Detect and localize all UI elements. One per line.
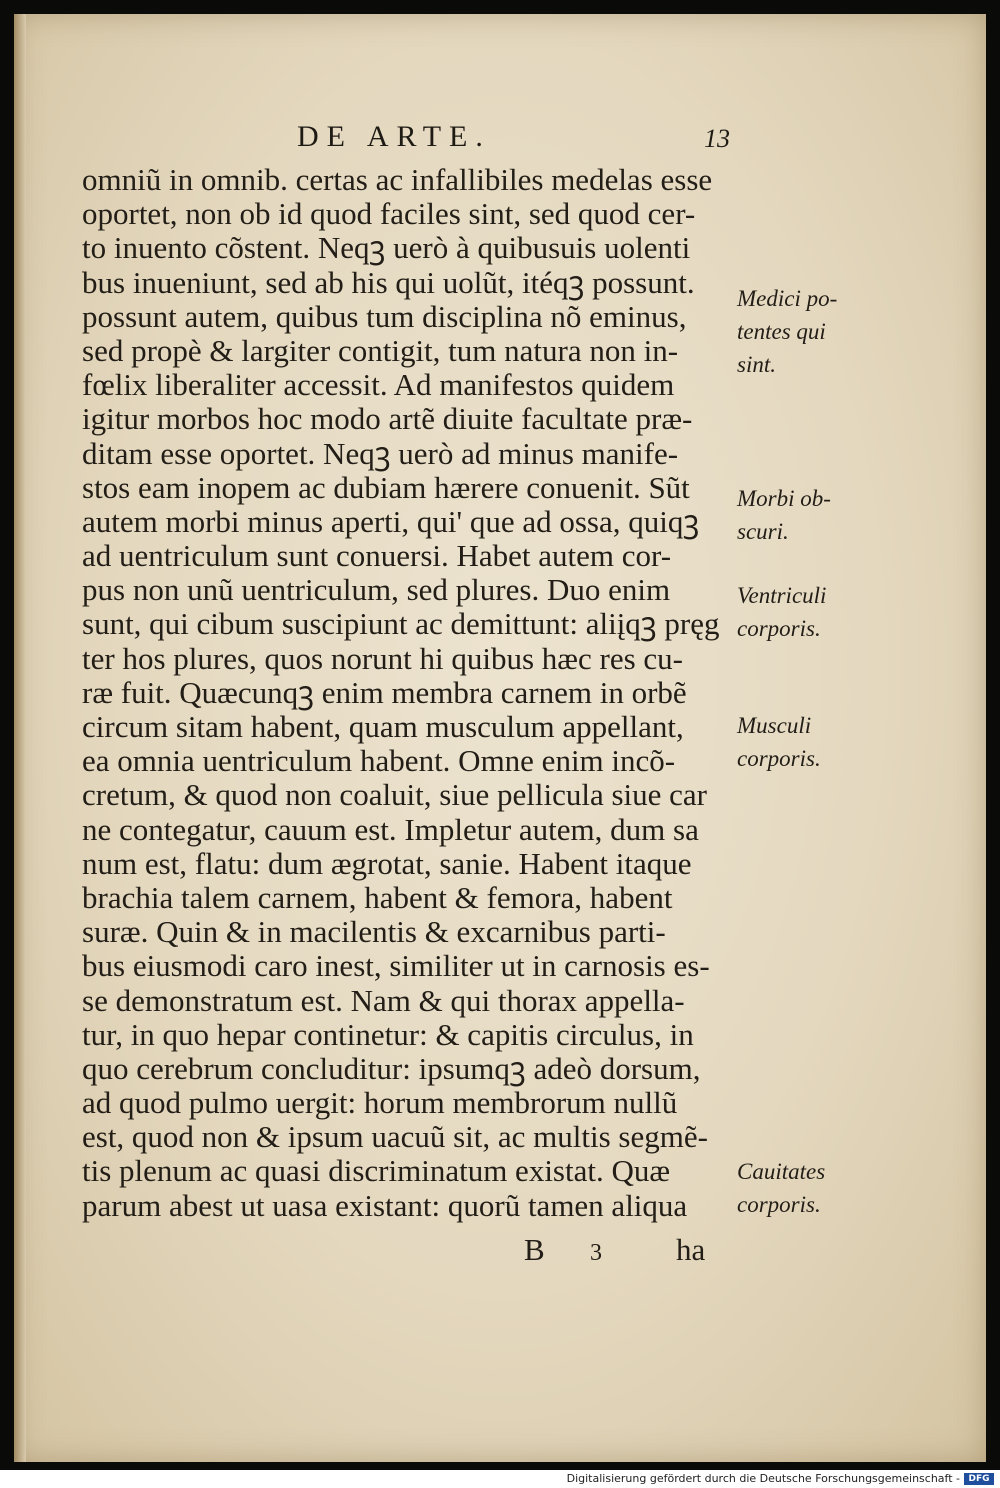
running-head: DE ARTE.: [297, 120, 491, 153]
text-line: to inuento cõstent. Neqꝫ uerò à quibusuis uolenti: [82, 230, 691, 266]
text-line: parum abest ut uasa existant: quorũ tamen aliqua: [82, 1187, 688, 1223]
text-line: omniũ in omnib. certas ac infallibiles medelas esse: [82, 162, 713, 197]
text-line: oportet, non ob id quod faciles sint, sed quod cer-: [82, 196, 696, 232]
note-line: scuri.: [737, 519, 789, 544]
text-line: sunt, qui cibum suscipiunt ac demittunt: aliįqꝫ pręg: [82, 606, 720, 642]
text-line: ditam esse oportet. Neqꝫ uerò ad minus manife-: [82, 435, 679, 471]
text-line: ad uentriculum sunt conuersi. Habet autem cor-: [82, 538, 672, 574]
text-line: tur, in quo hepar continetur: & capitis circulus, in: [82, 1016, 694, 1052]
note-line: corporis.: [737, 616, 821, 641]
note-line: corporis.: [737, 746, 821, 771]
text-line: quo cerebrum concluditur: ipsumqꝫ adeò dorsum,: [82, 1050, 701, 1086]
note-line: Cauitates: [737, 1159, 826, 1184]
text-line: suræ. Quin & in macilentis & excarnibus parti-: [82, 914, 666, 950]
text-line: autem morbi minus aperti, qui' que ad ossa, quiqꝫ: [82, 503, 700, 539]
note-line: corporis.: [737, 1192, 821, 1217]
marginal-note: [737, 282, 837, 381]
note-line: sint.: [737, 352, 776, 377]
dfg-logo: DFG: [964, 1473, 994, 1485]
marginal-note: [737, 579, 826, 645]
text-line: brachia talem carnem, habent & femora, habent: [82, 879, 673, 915]
marginal-note: [737, 1155, 825, 1221]
signature-number: 3: [590, 1240, 602, 1266]
note-line: Ventriculi: [737, 583, 827, 608]
marginal-note: [737, 482, 831, 548]
marginal-note: [737, 709, 821, 775]
note-line: Musculi: [737, 713, 812, 738]
text-line: sed propè & largiter contigit, tum natura non in-: [82, 332, 679, 368]
text-line: cretum, & quod non coaluit, siue pellicula siue car: [82, 777, 707, 813]
text-line: ad quod pulmo uergit: horum membrorum nullũ: [82, 1085, 678, 1121]
text-line: ter hos plures, quos norunt hi quibus hæc res cu-: [82, 640, 683, 676]
body-text: [82, 163, 732, 1223]
text-line: pus non unũ uentriculum, sed plures. Duo enim: [82, 572, 671, 608]
text-line: ea omnia uentriculum habent. Omne enim incõ-: [82, 743, 676, 779]
note-line: Medici po-: [737, 286, 838, 311]
text-line: circum sitam habent, quam musculum appellant,: [82, 709, 684, 744]
text-line: stos eam inopem ac dubiam hærere conuenit. Sũt: [82, 469, 690, 505]
text-line: fœlix liberaliter accessit. Ad manifestos quidem: [82, 367, 675, 403]
text-line: se demonstratum est. Nam & qui thorax appella-: [82, 982, 685, 1018]
signature-line: [0, 1232, 1000, 1272]
text-line: ræ fuit. Quæcunqꝫ enim membra carnem in orbẽ: [82, 674, 687, 710]
funding-credit: Digitalisierung gefördert durch die Deutsche Forschungsgemeinschaft -: [566, 1472, 960, 1485]
signature-mark: B: [524, 1232, 545, 1267]
note-line: Morbi ob-: [737, 486, 831, 511]
footer-bar: [0, 1470, 1000, 1488]
text-line: ne contegatur, cauum est. Impletur autem, dum sa: [82, 811, 699, 847]
text-line: num est, flatu: dum ægrotat, sanie. Habent itaque: [82, 845, 692, 881]
text-line: bus inueniunt, sed ab his qui uolũt, itéqꝫ possunt.: [82, 264, 695, 300]
text-line: bus eiusmodi caro inest, similiter ut in carnosis es-: [82, 948, 710, 984]
note-line: tentes qui: [737, 319, 826, 344]
catchword: ha: [676, 1232, 706, 1267]
text-line: possunt autem, quibus tum disciplina nõ eminus,: [82, 298, 687, 334]
text-line: tis plenum ac quasi discriminatum existat. Quæ: [82, 1153, 671, 1189]
text-line: igitur morbos hoc modo artẽ diuite facultate præ-: [82, 401, 693, 437]
folio-number: 13: [704, 124, 730, 153]
text-line: est, quod non & ipsum uacuũ sit, ac multis segmẽ-: [82, 1119, 708, 1155]
